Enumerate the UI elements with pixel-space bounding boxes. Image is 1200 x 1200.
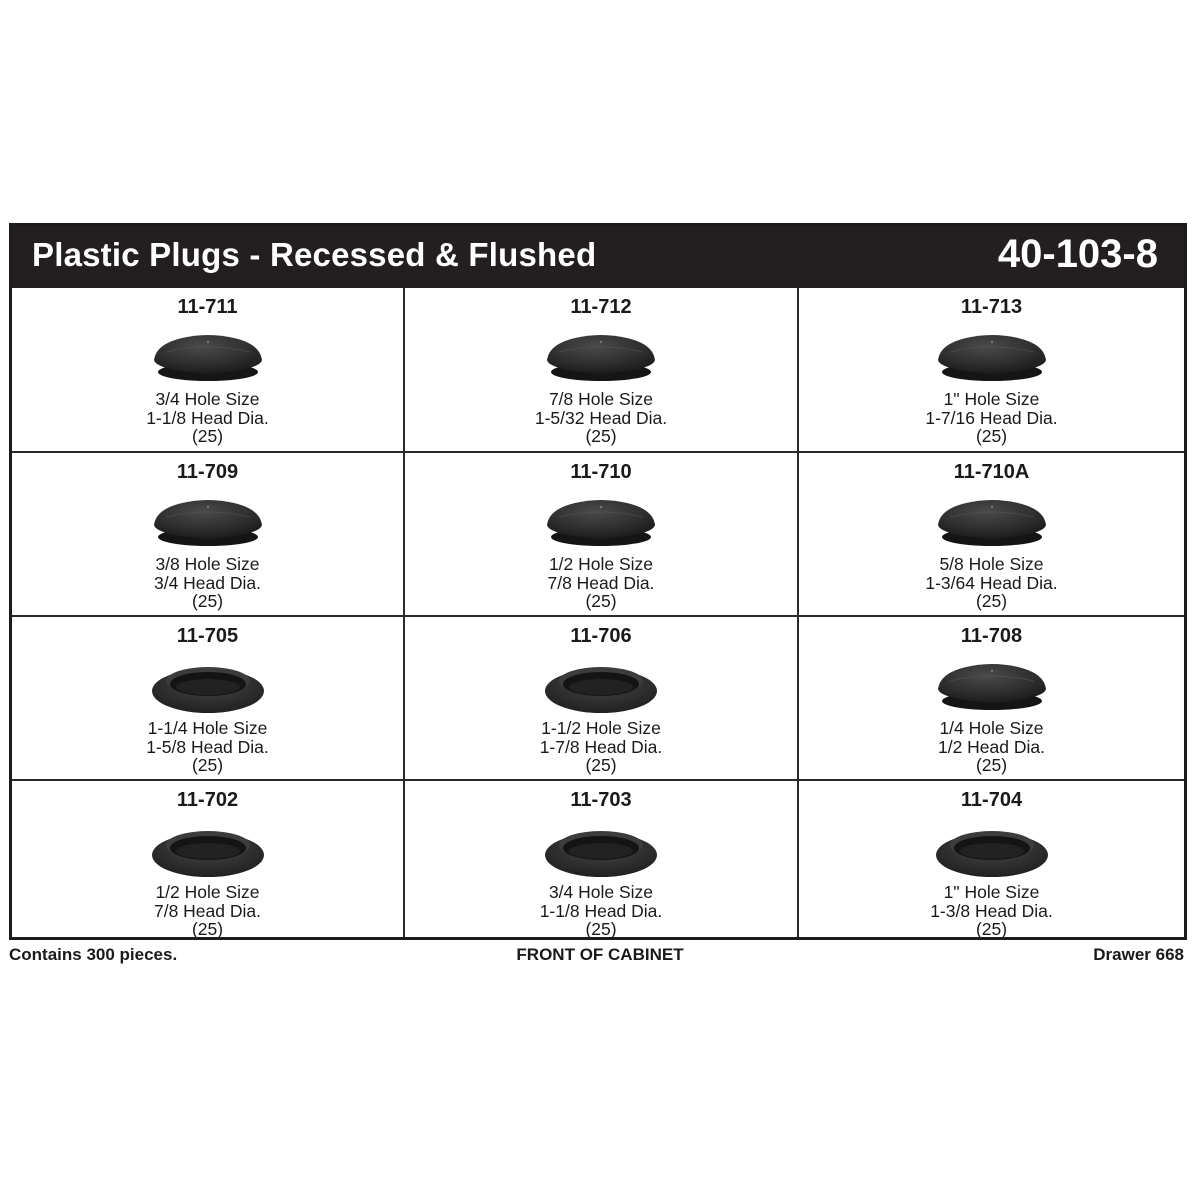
part-description: [12, 555, 403, 611]
hole-size: 1-1/4 Hole Size: [147, 718, 268, 738]
flush-plug-image: [932, 487, 1052, 551]
hole-size: 3/4 Hole Size: [155, 389, 260, 409]
hole-size: 1/2 Hole Size: [548, 554, 654, 574]
recessed-plug-image: [541, 651, 661, 715]
head-diameter: 1-7/8 Head Dia.: [539, 736, 663, 757]
label-card: [9, 223, 1187, 940]
head-diameter: 3/4 Head Dia.: [153, 572, 261, 593]
hole-size: 1" Hole Size: [943, 882, 1040, 902]
part-number: 11-712: [570, 296, 632, 318]
hole-size: 1/2 Hole Size: [155, 882, 260, 902]
part-description: [405, 883, 797, 939]
hole-size: 3/4 Hole Size: [548, 882, 654, 902]
head-diameter: 1-3/8 Head Dia.: [930, 900, 1053, 921]
head-diameter: 1-5/8 Head Dia.: [146, 736, 269, 757]
head-diameter: 1-1/8 Head Dia.: [539, 900, 663, 921]
part-description: [12, 719, 403, 775]
head-diameter: 1-7/16 Head Dia.: [925, 407, 1058, 428]
header-bar: [12, 226, 1184, 288]
head-diameter: 7/8 Head Dia.: [547, 572, 655, 593]
part-description: [12, 390, 403, 446]
part-cell: [12, 781, 405, 937]
part-description: [405, 719, 797, 775]
flush-plug-image: [541, 322, 661, 386]
part-cell: [799, 781, 1184, 937]
kit-code: 40-103-8: [997, 232, 1158, 276]
part-description: [405, 390, 797, 446]
part-cell: [799, 453, 1184, 617]
head-diameter: 1-5/32 Head Dia.: [534, 407, 668, 428]
head-diameter: 1/2 Head Dia.: [937, 736, 1045, 757]
quantity: (25): [191, 426, 224, 446]
flush-plug-image: [148, 322, 268, 386]
part-number: 11-704: [960, 789, 1023, 811]
quantity: (25): [975, 426, 1008, 446]
part-cell: [405, 781, 799, 937]
hole-size: 1-1/2 Hole Size: [541, 718, 661, 738]
part-cell: [12, 617, 405, 781]
part-number: 11-709: [176, 461, 239, 483]
part-cell: [12, 288, 405, 453]
hole-size: 1/4 Hole Size: [939, 718, 1044, 738]
part-number: 11-710A: [953, 461, 1030, 483]
quantity: (25): [191, 755, 224, 775]
hole-size: 3/8 Hole Size: [155, 554, 260, 574]
part-cell: [799, 617, 1184, 781]
part-number: 11-702: [176, 789, 239, 811]
part-cell: [405, 453, 799, 617]
flush-plug-image: [932, 322, 1052, 386]
recessed-plug-image: [932, 815, 1052, 879]
quantity: (25): [585, 755, 617, 775]
hole-size: 7/8 Hole Size: [548, 389, 654, 409]
hole-size: 5/8 Hole Size: [939, 554, 1044, 574]
piece-count: Contains 300 pieces.: [9, 945, 178, 964]
part-number: 11-706: [570, 625, 632, 647]
part-description: [405, 555, 797, 611]
part-cell: [405, 288, 799, 453]
part-number: 11-708: [960, 625, 1023, 647]
part-number: 11-713: [960, 296, 1023, 318]
part-number: 11-705: [176, 625, 239, 647]
quantity: (25): [975, 919, 1008, 939]
quantity: (25): [585, 426, 617, 446]
part-number: 11-703: [570, 789, 632, 811]
part-number: 11-710: [570, 461, 632, 483]
part-cell: [799, 288, 1184, 453]
quantity: (25): [585, 919, 617, 939]
hole-size: 1" Hole Size: [943, 389, 1040, 409]
cabinet-front-label: FRONT OF CABINET: [516, 945, 684, 964]
flush-plug-image: [932, 651, 1052, 715]
part-number: 11-711: [177, 296, 238, 318]
part-description: [799, 719, 1184, 775]
part-description: [799, 883, 1184, 939]
part-cell: [405, 617, 799, 781]
quantity: (25): [975, 755, 1008, 775]
quantity: (25): [191, 591, 224, 611]
quantity: (25): [191, 919, 224, 939]
drawer-number: Drawer 668: [1093, 945, 1184, 964]
flush-plug-image: [541, 487, 661, 551]
recessed-plug-image: [148, 815, 268, 879]
head-diameter: 7/8 Head Dia.: [153, 900, 261, 921]
head-diameter: 1-1/8 Head Dia.: [146, 407, 269, 428]
recessed-plug-image: [148, 651, 268, 715]
part-cell: [12, 453, 405, 617]
kit-title: Plastic Plugs - Recessed & Flushed: [32, 236, 597, 273]
quantity: (25): [585, 591, 617, 611]
quantity: (25): [975, 591, 1008, 611]
recessed-plug-image: [541, 815, 661, 879]
part-description: [12, 883, 403, 939]
flush-plug-image: [148, 487, 268, 551]
part-description: [799, 390, 1184, 446]
head-diameter: 1-3/64 Head Dia.: [925, 572, 1058, 593]
parts-grid: [12, 288, 1184, 937]
part-description: [799, 555, 1184, 611]
